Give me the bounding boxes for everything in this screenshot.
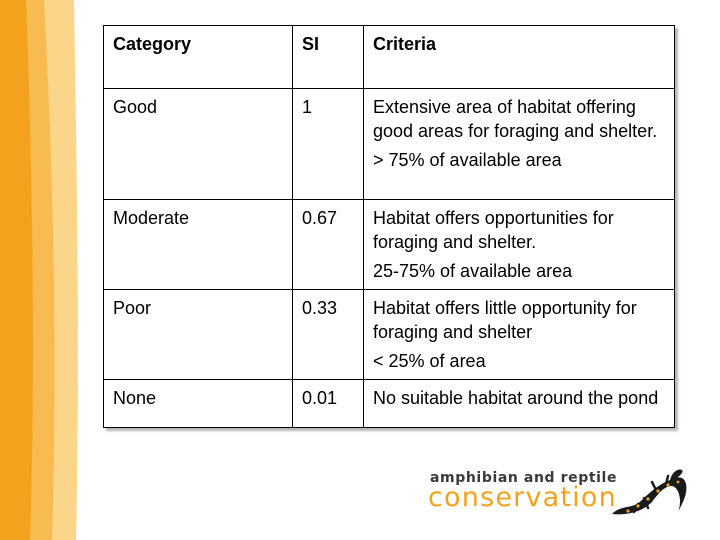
- table-header-row: [104, 26, 675, 89]
- logo-line2: conservation: [428, 482, 617, 513]
- table-row: [104, 380, 675, 428]
- decorative-side-band: [0, 0, 80, 540]
- header-category: Category: [104, 26, 293, 89]
- arc-logo: [420, 462, 690, 522]
- criteria-cell: [364, 290, 675, 380]
- habitat-suitability-table: [103, 25, 675, 428]
- criteria-text: Extensive area of habitat offering good areas for foraging and shelter.: [373, 97, 658, 141]
- logo-line1: amphibian and reptile: [430, 470, 618, 486]
- category-cell: Poor: [104, 290, 293, 380]
- criteria-text: Habitat offers little opportunity for foraging and shelter: [373, 298, 637, 342]
- header-criteria: Criteria: [364, 26, 675, 89]
- table-row: [104, 89, 675, 200]
- criteria-threshold: < 25% of area: [373, 351, 486, 371]
- category-cell: None: [104, 380, 293, 428]
- table-row: [104, 200, 675, 290]
- criteria-cell: [364, 89, 675, 200]
- si-cell: 0.01: [293, 380, 364, 428]
- criteria-cell: [364, 200, 675, 290]
- table-row: [104, 290, 675, 380]
- si-cell: 0.33: [293, 290, 364, 380]
- criteria-threshold: > 75% of available area: [373, 150, 562, 170]
- criteria-cell: [364, 380, 675, 428]
- category-cell: Good: [104, 89, 293, 200]
- category-cell: Moderate: [104, 200, 293, 290]
- header-si: SI: [293, 26, 364, 89]
- si-cell: 1: [293, 89, 364, 200]
- criteria-text: Habitat offers opportunities for foraging and shelter.: [373, 208, 614, 252]
- si-cell: 0.67: [293, 200, 364, 290]
- criteria-threshold: 25-75% of available area: [373, 261, 573, 281]
- criteria-text: No suitable habitat around the pond: [373, 388, 659, 408]
- newt-icon: [608, 464, 690, 520]
